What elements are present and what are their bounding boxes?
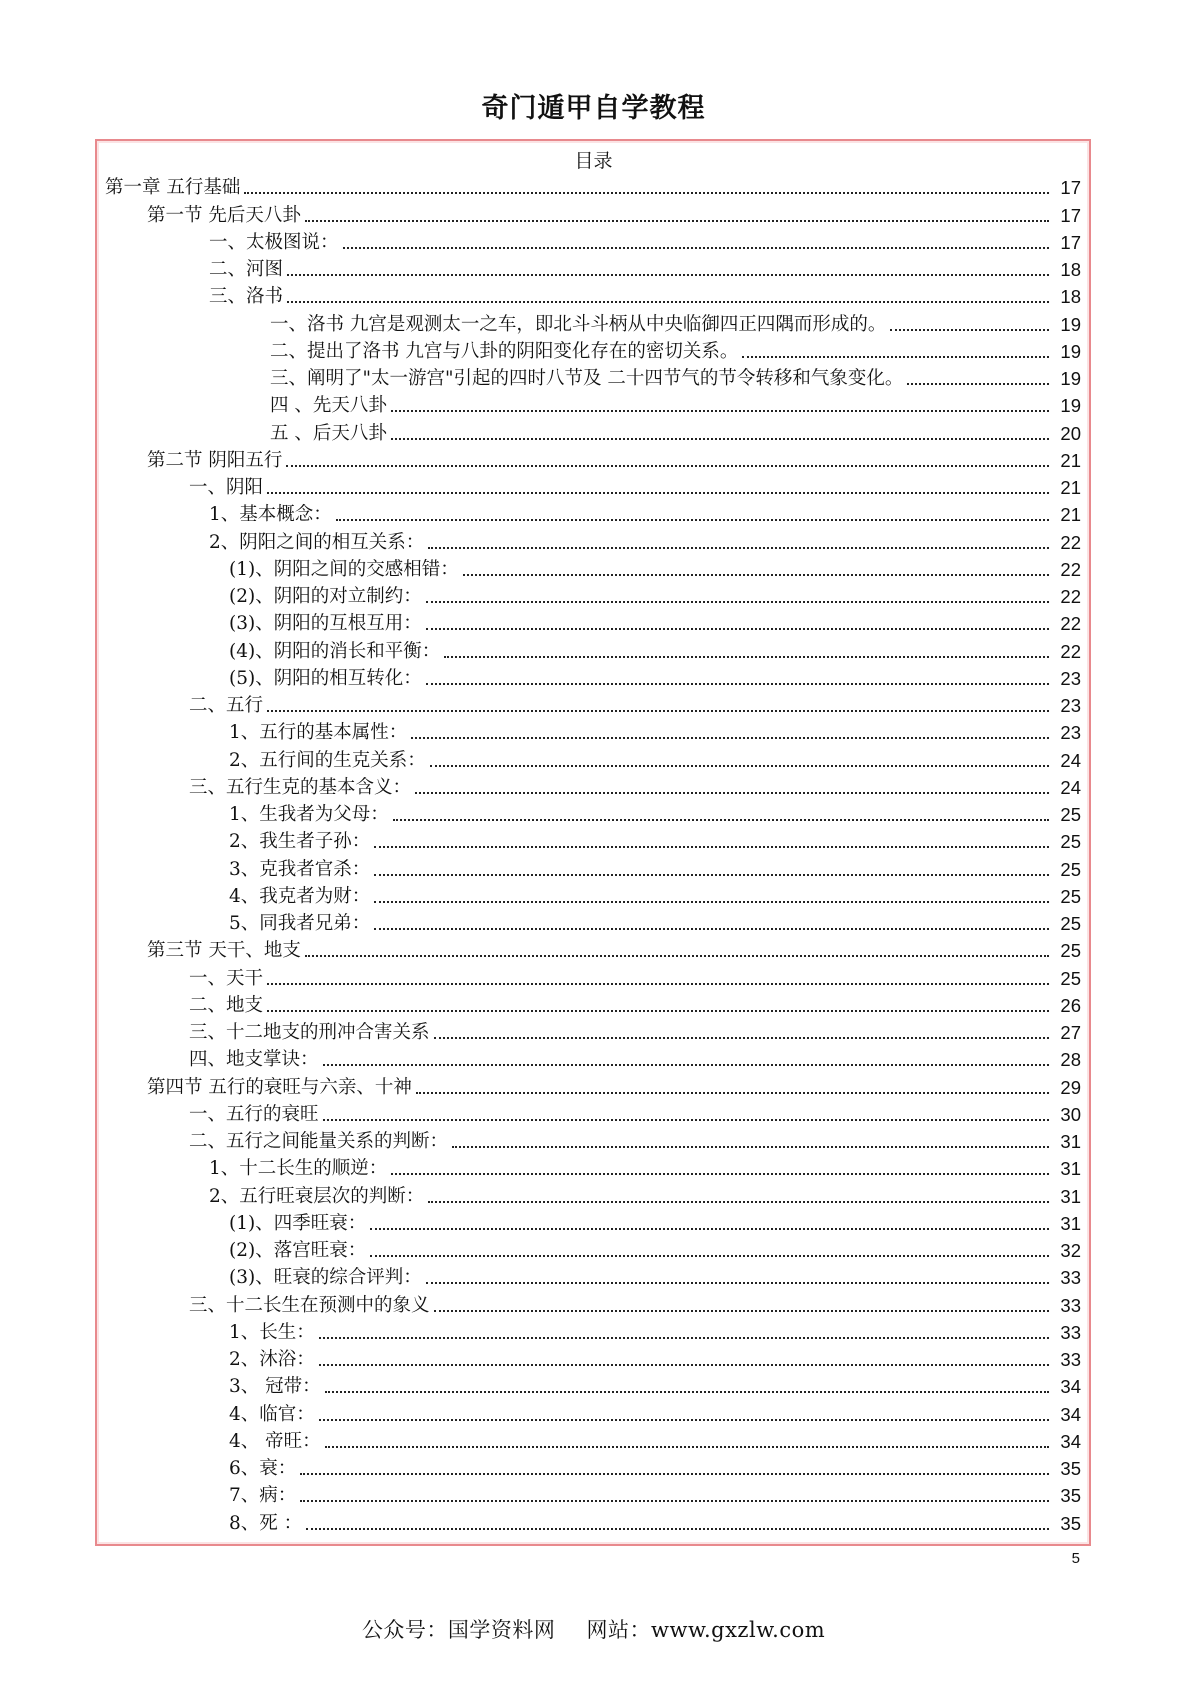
toc-entry-page: 22 [1060, 640, 1081, 662]
toc-entry-page: 17 [1060, 177, 1081, 199]
toc-entry[interactable] [0, 962, 1187, 989]
toc-entry-page: 19 [1060, 313, 1081, 335]
toc-entry-page: 34 [1060, 1430, 1081, 1452]
toc-dot-leader [463, 574, 1049, 576]
toc-dot-leader [343, 247, 1049, 249]
toc-dot-leader [267, 983, 1049, 985]
toc-entry-page: 33 [1060, 1294, 1081, 1316]
toc-entry[interactable] [0, 1099, 1187, 1126]
toc-entry-page: 25 [1060, 831, 1081, 853]
toc-entry-title: 四 、先天八卦 [270, 395, 387, 417]
toc-entry-title: 1、五行的基本属性： [229, 722, 408, 744]
toc-entry-page: 33 [1060, 1349, 1081, 1370]
toc-dot-leader [370, 1255, 1049, 1257]
toc-list [0, 172, 1187, 1535]
toc-dot-leader [428, 1201, 1049, 1203]
toc-entry-title: 一、五行的衰旺 [189, 1103, 319, 1125]
toc-entry-page: 25 [1060, 967, 1081, 989]
toc-entry[interactable] [0, 554, 1187, 581]
toc-entry-title: (1)、四季旺衰： [229, 1212, 367, 1234]
toc-dot-leader [391, 410, 1049, 412]
toc-dot-leader [305, 955, 1049, 957]
toc-dot-leader [374, 901, 1049, 903]
toc-entry-page: 18 [1060, 259, 1081, 280]
toc-entry-title: (3)、旺衰的综合评判： [229, 1267, 422, 1289]
toc-dot-leader [434, 1037, 1049, 1039]
toc-entry-page: 21 [1060, 477, 1081, 498]
toc-entry-title: 1、十二长生的顺逆： [209, 1158, 388, 1180]
toc-entry[interactable] [0, 935, 1187, 962]
toc-entry-title: 6、衰： [229, 1458, 297, 1479]
toc-entry[interactable] [0, 635, 1187, 662]
toc-entry[interactable] [0, 417, 1187, 444]
toc-entry-title: 第一章 五行基础 [105, 177, 241, 199]
toc-dot-leader [319, 1364, 1049, 1366]
toc-entry[interactable] [0, 826, 1187, 853]
toc-entry-page: 27 [1060, 1022, 1081, 1043]
toc-entry-title: 3、 冠带： [229, 1376, 321, 1398]
toc-dot-leader [742, 356, 1049, 358]
document-title: 奇门遁甲自学教程 [481, 93, 706, 124]
toc-dot-leader [323, 1064, 1049, 1066]
toc-dot-leader [267, 492, 1049, 494]
toc-entry[interactable] [0, 526, 1187, 553]
toc-entry-page: 25 [1060, 885, 1081, 907]
toc-entry-title: 1、基本概念： [209, 504, 332, 526]
toc-entry[interactable] [0, 336, 1187, 363]
toc-entry-page: 19 [1060, 368, 1081, 389]
toc-dot-leader [444, 656, 1049, 658]
toc-dot-leader [300, 1500, 1049, 1502]
toc-entry-page: 26 [1060, 994, 1081, 1016]
toc-entry[interactable] [0, 1071, 1187, 1098]
toc-entry[interactable] [0, 881, 1187, 908]
toc-entry[interactable] [0, 608, 1187, 635]
toc-entry-page: 22 [1060, 558, 1081, 580]
toc-dot-leader [267, 710, 1049, 712]
toc-entry[interactable] [0, 1153, 1187, 1180]
toc-entry-page: 24 [1060, 776, 1081, 798]
toc-entry[interactable] [0, 1017, 1187, 1044]
toc-entry[interactable] [0, 1126, 1187, 1153]
toc-entry[interactable] [0, 717, 1187, 744]
toc-dot-leader [244, 192, 1049, 194]
toc-dot-leader [426, 683, 1049, 685]
toc-dot-leader [416, 1092, 1049, 1094]
toc-entry-title: 一、太极图说： [209, 231, 339, 253]
toc-entry-title: (3)、阴阳的互根互用： [229, 613, 422, 635]
toc-entry-title: 2、五行间的生克关系： [229, 749, 426, 771]
toc-entry-page: 33 [1060, 1321, 1081, 1343]
toc-entry-page: 32 [1060, 1240, 1081, 1261]
toc-entry-page: 23 [1060, 722, 1081, 744]
toc-entry-title: 三、阐明了"太一游宫"引起的四时八节及 二十四节气的节令转移和气象变化。 [270, 368, 904, 389]
toc-entry[interactable] [0, 908, 1187, 935]
toc-entry-title: 三、五行生克的基本含义： [189, 776, 412, 798]
toc-dot-leader [452, 1146, 1049, 1148]
toc-entry-title: 第二节 阴阳五行 [147, 449, 283, 471]
toc-entry-page: 20 [1060, 422, 1081, 444]
toc-entry[interactable] [0, 1344, 1187, 1371]
toc-entry-page: 30 [1060, 1103, 1081, 1125]
toc-entry[interactable] [0, 690, 1187, 717]
toc-dot-leader [411, 737, 1049, 739]
toc-entry-page: 25 [1060, 858, 1081, 880]
toc-entry[interactable] [0, 1426, 1187, 1453]
toc-dot-leader [300, 1473, 1049, 1475]
toc-entry-title: 三、洛书 [209, 286, 284, 308]
toc-entry[interactable] [0, 744, 1187, 771]
toc-dot-leader [323, 1119, 1049, 1121]
toc-entry[interactable] [0, 853, 1187, 880]
toc-entry-page: 25 [1060, 940, 1081, 962]
toc-entry-title: 二、五行之间能量关系的判断： [189, 1131, 449, 1152]
toc-entry[interactable] [0, 1235, 1187, 1262]
footer-wechat: 公众号：国学资料网 [361, 1618, 556, 1642]
toc-entry-title: 一、洛书 九宫是观测太一之车，即北斗斗柄从中央临御四正四隅而形成的。 [270, 313, 887, 335]
toc-entry-page: 17 [1060, 231, 1081, 253]
toc-entry-page: 22 [1060, 586, 1081, 607]
toc-entry-page: 31 [1060, 1158, 1081, 1180]
toc-entry-title: 1、生我者为父母： [229, 804, 389, 825]
toc-entry[interactable] [0, 1044, 1187, 1071]
toc-dot-leader [374, 846, 1049, 848]
toc-entry-title: 1、长生： [229, 1321, 315, 1343]
toc-entry[interactable] [0, 308, 1187, 335]
toc-dot-leader [287, 301, 1049, 303]
toc-dot-leader [426, 628, 1049, 630]
toc-entry-title: 四、地支掌诀： [189, 1049, 319, 1071]
toc-entry-title: (2)、落宫旺衰： [229, 1240, 367, 1261]
toc-entry-title: 2、我生者子孙： [229, 831, 371, 853]
toc-entry[interactable] [0, 281, 1187, 308]
toc-entry-title: 二、提出了洛书 九宫与八卦的阴阳变化存在的密切关系。 [270, 340, 739, 362]
toc-dot-leader [305, 220, 1049, 222]
toc-entry-page: 22 [1060, 531, 1081, 553]
toc-entry-title: 4、临官： [229, 1403, 315, 1425]
toc-entry-title: 4、我克者为财： [229, 885, 371, 907]
page-number: 5 [1071, 1550, 1080, 1567]
toc-entry-title: 一、阴阳 [189, 477, 264, 498]
toc-entry-page: 24 [1060, 749, 1081, 771]
toc-dot-leader [319, 1419, 1049, 1421]
toc-entry-page: 29 [1060, 1076, 1081, 1098]
toc-dot-leader [393, 819, 1049, 821]
toc-entry[interactable] [0, 445, 1187, 472]
toc-dot-leader [319, 1337, 1049, 1339]
toc-entry-page: 35 [1060, 1458, 1081, 1479]
toc-dot-leader [415, 792, 1049, 794]
toc-entry-title: (2)、阴阳的对立制约： [229, 586, 422, 607]
toc-entry-title: 2、阴阳之间的相互关系： [209, 531, 425, 553]
toc-dot-leader [426, 1282, 1049, 1284]
toc-entry[interactable] [0, 1262, 1187, 1289]
toc-dot-leader [325, 1391, 1049, 1393]
toc-entry-page: 35 [1060, 1485, 1081, 1507]
toc-entry-title: 7、病： [229, 1485, 297, 1507]
toc-entry-title: 五 、后天八卦 [270, 422, 387, 444]
toc-entry-title: 二、五行 [189, 695, 264, 716]
toc-entry[interactable] [0, 990, 1187, 1017]
footer-website: 网站：www.gxzlw.com [586, 1618, 826, 1642]
toc-entry[interactable] [0, 663, 1187, 690]
toc-dot-leader [370, 1228, 1049, 1230]
toc-entry-title: 3、克我者官杀： [229, 858, 371, 880]
toc-entry-title: 第一节 先后天八卦 [147, 204, 301, 226]
toc-entry[interactable] [0, 499, 1187, 526]
toc-dot-leader [325, 1446, 1049, 1448]
toc-entry-page: 25 [1060, 804, 1081, 825]
toc-heading: 目录 [574, 150, 613, 172]
toc-entry[interactable] [0, 199, 1187, 226]
toc-dot-leader [374, 928, 1049, 930]
toc-dot-leader [428, 547, 1049, 549]
toc-entry[interactable] [0, 172, 1187, 199]
toc-entry-title: (5)、阴阳的相互转化： [229, 667, 422, 689]
toc-entry[interactable] [0, 1480, 1187, 1507]
toc-entry-page: 34 [1060, 1403, 1081, 1425]
toc-dot-leader [907, 383, 1049, 385]
toc-entry[interactable] [0, 363, 1187, 390]
toc-entry-title: 一、天干 [189, 967, 264, 989]
toc-entry[interactable] [0, 1507, 1187, 1534]
footer [0, 1614, 1187, 1644]
toc-entry-title: 第四节 五行的衰旺与六亲、十神 [147, 1076, 412, 1098]
toc-entry-title: 三、十二长生在预测中的象义 [189, 1294, 430, 1316]
toc-entry-page: 21 [1060, 449, 1081, 471]
toc-entry-page: 31 [1060, 1212, 1081, 1234]
toc-entry-page: 33 [1060, 1267, 1081, 1289]
toc-entry-page: 17 [1060, 204, 1081, 226]
toc-dot-leader [287, 274, 1049, 276]
toc-dot-leader [306, 1528, 1049, 1530]
toc-entry[interactable] [0, 472, 1187, 499]
toc-entry-page: 31 [1060, 1185, 1081, 1207]
toc-entry-page: 28 [1060, 1049, 1081, 1071]
toc-dot-leader [336, 519, 1049, 521]
toc-dot-leader [430, 765, 1049, 767]
toc-dot-leader [434, 1310, 1049, 1312]
toc-entry-page: 22 [1060, 613, 1081, 635]
toc-entry[interactable] [0, 1180, 1187, 1207]
toc-entry-page: 19 [1060, 340, 1081, 362]
toc-entry[interactable] [0, 1398, 1187, 1425]
toc-entry[interactable] [0, 1317, 1187, 1344]
toc-entry-title: 8、死 ： [229, 1512, 303, 1534]
toc-entry[interactable] [0, 254, 1187, 281]
toc-entry-page: 23 [1060, 695, 1081, 716]
toc-entry-title: 2、沐浴： [229, 1349, 315, 1370]
toc-dot-leader [426, 601, 1049, 603]
toc-entry-page: 18 [1060, 286, 1081, 308]
toc-dot-leader [267, 1010, 1049, 1012]
toc-entry-title: 第三节 天干、地支 [147, 940, 301, 962]
toc-dot-leader [391, 438, 1049, 440]
toc-entry[interactable] [0, 1453, 1187, 1480]
toc-dot-leader [391, 1173, 1049, 1175]
toc-entry-page: 35 [1060, 1512, 1081, 1534]
toc-dot-leader [374, 874, 1049, 876]
toc-entry-title: 二、河图 [209, 259, 284, 280]
toc-entry-page: 25 [1060, 913, 1081, 934]
toc-entry[interactable] [0, 1289, 1187, 1316]
toc-entry-page: 31 [1060, 1131, 1081, 1152]
toc-entry-page: 34 [1060, 1376, 1081, 1398]
toc-entry-title: (1)、阴阳之间的交感相错： [229, 558, 459, 580]
toc-entry-page: 19 [1060, 395, 1081, 417]
toc-entry-title: 5、同我者兄弟： [229, 913, 371, 934]
toc-entry[interactable] [0, 227, 1187, 254]
toc-entry-title: 二、地支 [189, 994, 264, 1016]
toc-entry[interactable] [0, 390, 1187, 417]
toc-entry-title: 2、五行旺衰层次的判断： [209, 1185, 425, 1207]
toc-entry[interactable] [0, 799, 1187, 826]
toc-entry-title: (4)、阴阳的消长和平衡： [229, 640, 441, 662]
toc-entry[interactable] [0, 772, 1187, 799]
toc-dot-leader [890, 329, 1049, 331]
toc-entry[interactable] [0, 1208, 1187, 1235]
toc-dot-leader [286, 465, 1049, 467]
toc-entry-page: 21 [1060, 504, 1081, 526]
toc-entry-title: 三、十二地支的刑冲合害关系 [189, 1022, 430, 1043]
toc-entry-page: 23 [1060, 667, 1081, 689]
toc-entry-title: 4、 帝旺： [229, 1430, 321, 1452]
toc-entry[interactable] [0, 581, 1187, 608]
toc-entry[interactable] [0, 1371, 1187, 1398]
